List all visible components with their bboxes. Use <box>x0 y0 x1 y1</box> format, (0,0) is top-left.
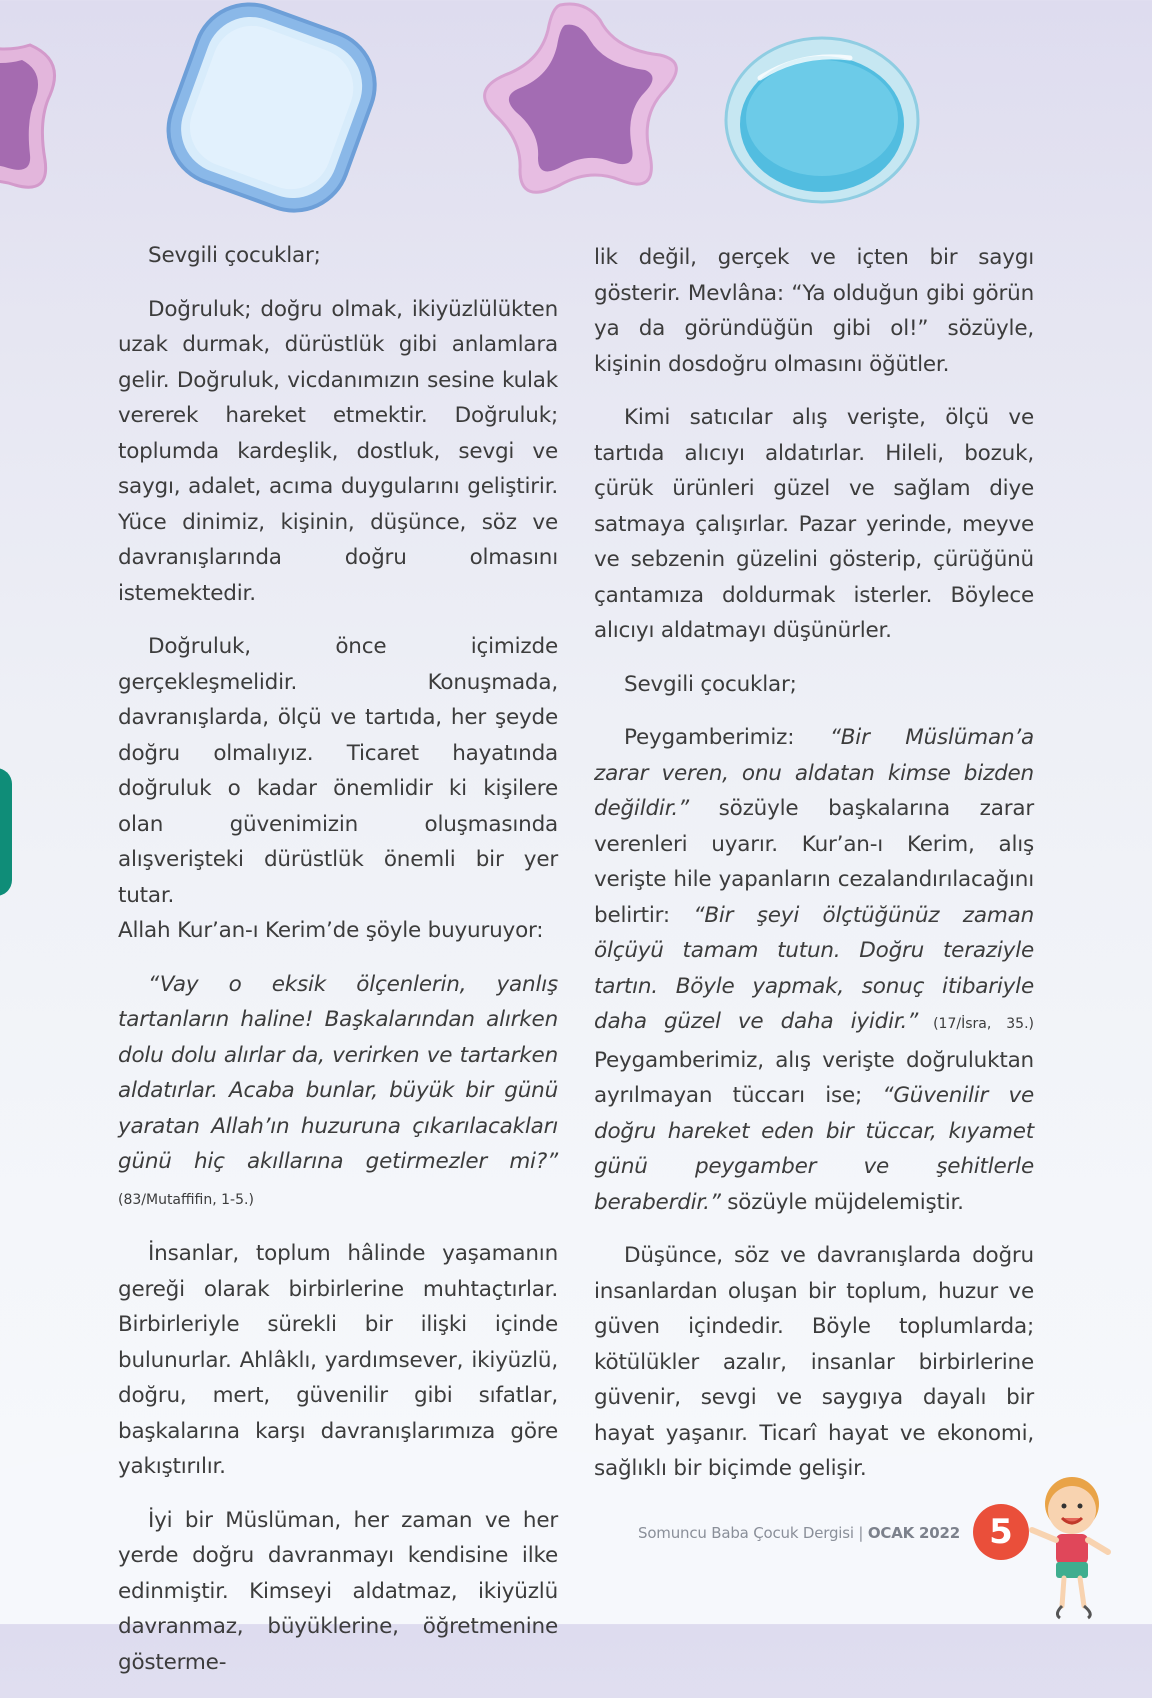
starfish-icon <box>0 40 55 190</box>
verse-quote: “Vay o eksik ölçenlerin, yanlış tartanların haline! Başkalarından alırken dolu dolu alırlar da, verirken ve tartarken aldatırlar. Acaba bunlar, büyük bir günü yaratan Allah’ın huzuruna çıkarılacakları günü hiç akıllarına getirmezler mi?” <box>118 971 558 1174</box>
paragraph-line: Allah Kur’an-ı Kerim’de şöyle buyuruyor: <box>118 918 544 943</box>
page-footer <box>560 1524 960 1542</box>
paragraph: Düşünce, söz ve davranışlarda doğru insanlardan oluşan bir toplum, huzur ve güven içindedir. Böyle toplumlarda; kötülükler azalır, insanlar birbirlerine güvenir, sevgi ve saygıya dayalı bir hayat yaşanır. Ticarî hayat ve ekonomi, sağlıklı bir biçimde gelişir. <box>594 1243 1034 1481</box>
cartoon-boy-icon <box>1022 1474 1132 1624</box>
paragraph-text: sözüyle müjdelemiştir. <box>720 1189 964 1215</box>
greeting: Sevgili çocuklar; <box>148 243 321 268</box>
paragraph: Doğruluk; doğru olmak, ikiyüzlülükten uzak durmak, dürüstlük gibi anlamlara gelir. Doğruluk, vicdanımızın sesine kulak vererek hareket etmektir. Doğruluk; toplumda kardeşlik, dostluk, sevgi ve saygı, adalet, acıma duygularını geliştirir. Yüce dinimiz, kişinin, düşünce, söz ve davranışlarında doğru olmasını istemektedir. <box>118 296 558 606</box>
greeting: Sevgili çocuklar; <box>624 671 797 697</box>
paragraph: Kimi satıcılar alış verişte, ölçü ve tartıda alıcıyı aldatırlar. Hileli, bozuk, çürük ürünleri güzel ve sağlam diye satmaya çalışırlar. Pazar yerinde, meyve ve sebzenin güzelini gösterip, çürüğünü çantamıza doldurmak isterler. Böylece alıcıyı aldatmayı düşünürler. <box>594 405 1034 643</box>
paragraph-text: sözüyle başkalarına zarar verenleri uyarır. Kur’an-ı Kerim, alış verişte hile yapanların cezalandırılacağını belirtir: <box>594 796 1034 928</box>
starfish-icon <box>485 4 677 192</box>
page-number-badge: 5 <box>973 1504 1029 1560</box>
hadith-quote: “Bir Müslüman’a zarar veren, onu aldatan kimse bizden değildir.” <box>594 725 1034 821</box>
magazine-name: Somuncu Baba Çocuk Dergisi <box>638 1524 854 1542</box>
paragraph <box>118 629 558 913</box>
paragraph: lik değil, gerçek ve içten bir saygı gösterir. Mevlâna: “Ya olduğun gibi görün ya da göründüğün gibi ol!” sözüyle, kişinin dosdoğru olmasını öğütler. <box>594 245 1034 377</box>
paragraph: İyi bir Müslüman, her zaman ve her yerde doğru davranmayı kendisine ilke edinmiştir. Kimseyi aldatmaz, ikiyüzlü davranmaz, büyüklerine, öğretmenine gösterme- <box>118 1507 558 1675</box>
hadith-quote: “Güvenilir ve doğru hareket eden bir tüccar, kıyamet günü peygamber ve şehitlerle beraberdir.” <box>594 1083 1034 1215</box>
paragraph-text: Peygamberimiz: <box>624 725 830 750</box>
paragraph-text: Doğruluk, önce içimizde gerçekleşmelidir. Konuşmada, davranışlarda, ölçü ve tartıda, her şeyde doğru olmalıyız. Ticaret hayatında doğruluk o kadar önemlidir ki kişilere olan güvenimizin oluşmasında alışverişteki dürüstlük önemli bir yer tutar. <box>118 634 558 908</box>
left-column <box>118 238 558 1698</box>
footer-separator: | <box>853 1524 868 1542</box>
side-tab-marker <box>0 768 12 896</box>
quote-paragraph <box>118 967 558 1219</box>
right-column <box>594 240 1034 1505</box>
verse-reference: (83/Mutaffifin, 1-5.) <box>118 1191 254 1208</box>
verse-quote: “Bir şeyi ölçtüğünüz zaman ölçüyü tamam tutun. Doğru teraziyle tartın. Böyle yapmak, sonuç itibariyle daha güzel ve daha iyidir.” <box>594 902 1034 1034</box>
verse-reference: (17/İsra, 35.) <box>918 1016 1034 1032</box>
bubble-icon <box>726 38 918 202</box>
rounded-square-icon <box>153 0 390 226</box>
quote-paragraph <box>594 720 1034 1220</box>
top-decorations <box>0 0 1152 240</box>
paragraph: İnsanlar, toplum hâlinde yaşamanın gereği olarak birbirlerine muhtaçtırlar. Birbirleriyle sürekli bir ilişki içinde bulunurlar. Ahlâklı, yardımsever, ikiyüzlü, doğru, mert, güvenilir gibi sıfatlar, başkalarına karşı davranışlarımıza göre yakıştırılır. <box>118 1241 558 1479</box>
paragraph-text: Peygamberimiz, alış verişte doğruluktan ayrılmayan tüccarı ise; <box>594 1047 1034 1108</box>
issue-date: OCAK 2022 <box>867 1524 960 1542</box>
